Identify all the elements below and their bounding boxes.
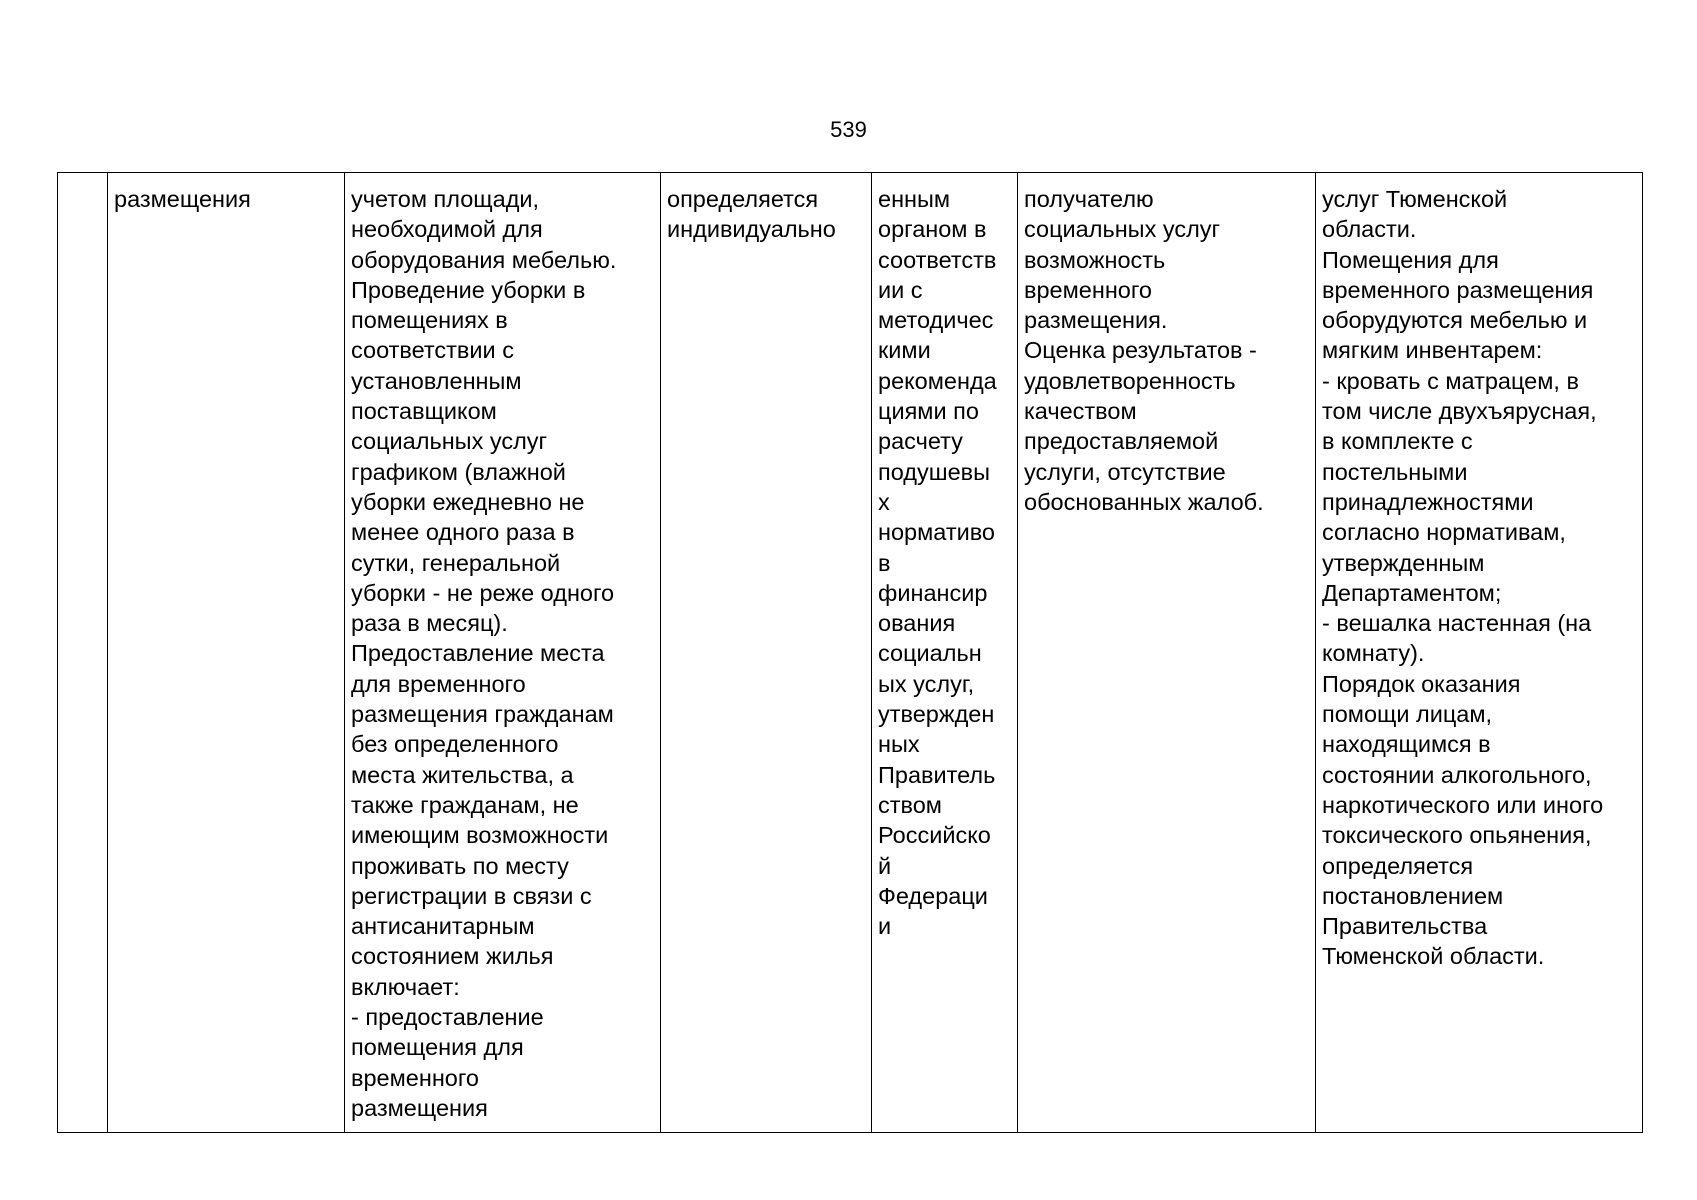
services-table	[57, 172, 1643, 1133]
cell-quality-indicators: получателю социальных услуг возможность временного размещения. Оценка результатов - удовлетворенность качеством предоставляемой услуги, отсутствие обоснованных жалоб.	[1018, 173, 1316, 1133]
cell-per-capita-standard: енным органом в соответств ии с методичес кими рекоменда циями по расчету подушевы х нормативо в финансир ования социальн ых услуг, утвержден ных Правитель ством Российско й Федераци и	[872, 173, 1018, 1133]
table-row	[58, 173, 1643, 1133]
cell-conditions: услуг Тюменской области. Помещения для временного размещения оборудуются мебелью и мягким инвентарем: - кровать с матрацем, в том числе двухъярусная, в комплекте с постельными принадлежностями согласно нормативам, утвержденным Департаментом; - вешалка настенная (на комнату). Порядок оказания помощи лицам, находящимся в состоянии алкогольного, наркотического или иного токсического опьянения, определяется постановлением Правительства Тюменской области.	[1316, 173, 1643, 1133]
cell-service-duration: определяется индивидуально	[661, 173, 872, 1133]
cell-service-name: размещения	[108, 173, 345, 1133]
page-number: 539	[830, 117, 867, 142]
cell-number	[58, 173, 108, 1133]
cell-service-description: учетом площади, необходимой для оборудования мебелью. Проведение уборки в помещениях в соответствии с установленным поставщиком социальных услуг графиком (влажной уборки ежедневно не менее одного раза в сутки, генеральной уборки - не реже одного раза в месяц). Предоставление места для временного размещения гражданам без определенного места жительства, а также гражданам, не имеющим возможности проживать по месту регистрации в связи с антисанитарным состоянием жилья включает: - предоставление помещения для временного размещения	[345, 173, 661, 1133]
